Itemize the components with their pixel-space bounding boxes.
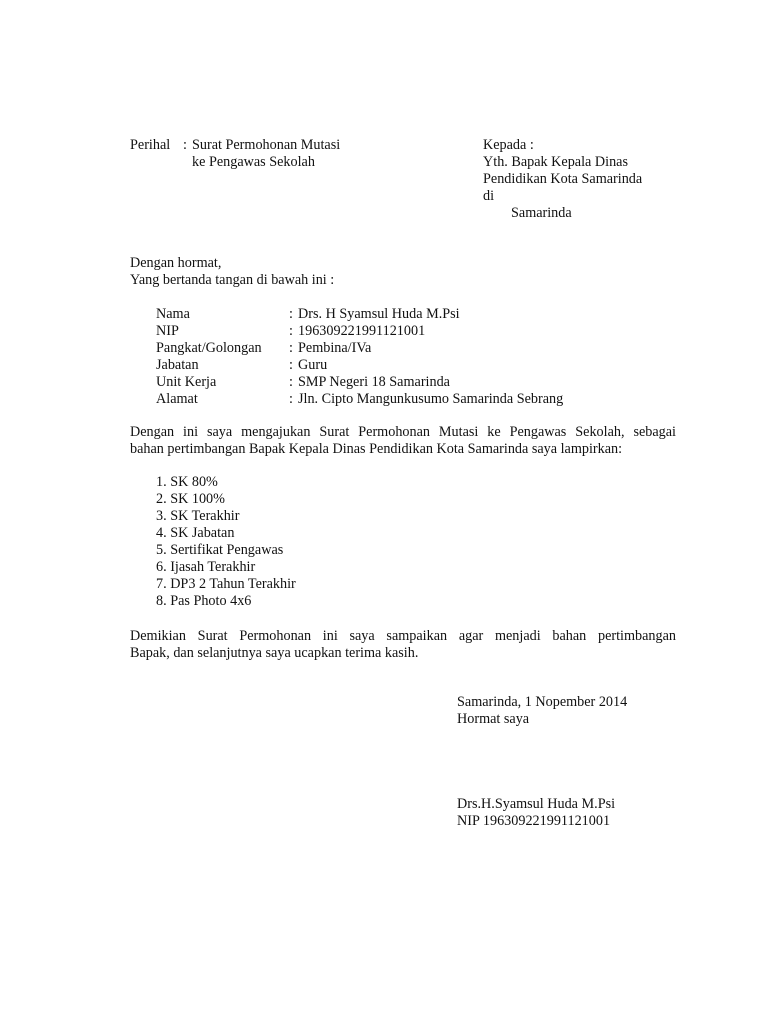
list-item: 7. DP3 2 Tahun Terakhir [156, 576, 296, 592]
regards: Hormat saya [457, 711, 530, 727]
salutation: Dengan hormat, [130, 255, 222, 271]
closing-paragraph [130, 628, 676, 662]
identity-colon: : [289, 357, 293, 373]
list-item: 1. SK 80% [156, 474, 218, 490]
identity-label: Alamat [156, 391, 198, 407]
closing-block [457, 694, 627, 728]
identity-colon: : [289, 323, 293, 339]
intro-line: Yang bertanda tangan di bawah ini : [130, 272, 335, 288]
identity-row [156, 306, 563, 323]
identity-value: Guru [298, 357, 328, 373]
list-item: 4. SK Jabatan [156, 525, 235, 541]
identity-label: Nama [156, 306, 190, 322]
identity-row [156, 340, 563, 357]
request-paragraph-line2: bahan pertimbangan Bapak Kepala Dinas Pendidikan Kota Samarinda saya lampirkan: [130, 441, 623, 457]
list-item: 8. Pas Photo 4x6 [156, 593, 252, 609]
perihal-colon: : [183, 137, 187, 153]
list-item: 3. SK Terakhir [156, 508, 240, 524]
identity-row [156, 374, 563, 391]
identity-row [156, 323, 563, 340]
list-item: 5. Sertifikat Pengawas [156, 542, 284, 558]
identity-label: Jabatan [156, 357, 199, 373]
identity-label: Pangkat/Golongan [156, 340, 262, 356]
closing-paragraph-line1: Demikian Surat Permohonan ini saya sampaikan agar menjadi bahan pertimbangan [130, 628, 676, 644]
recipient-line3: di [483, 188, 495, 204]
identity-colon: : [289, 340, 293, 356]
request-paragraph-line1: Dengan ini saya mengajukan Surat Permohonan Mutasi ke Pengawas Sekolah, sebagai [130, 424, 676, 440]
perihal-label: Perihal [130, 137, 171, 153]
list-item: 6. Ijasah Terakhir [156, 559, 256, 575]
recipient-block [483, 137, 642, 222]
identity-colon: : [289, 391, 293, 407]
identity-value: Pembina/IVa [298, 340, 372, 356]
identity-label: Unit Kerja [156, 374, 217, 390]
kepada-label: Kepada : [483, 137, 534, 153]
recipient-line2: Pendidikan Kota Samarinda [483, 171, 643, 187]
identity-row [156, 357, 563, 374]
identity-colon: : [289, 374, 293, 390]
greeting [130, 255, 334, 289]
recipient-city: Samarinda [511, 205, 572, 221]
identity-value: Jln. Cipto Mangunkusumo Samarinda Sebrang [298, 391, 564, 407]
identity-value: Drs. H Syamsul Huda M.Psi [298, 306, 460, 322]
signer-name: Drs.H.Syamsul Huda M.Psi [457, 796, 616, 812]
signer-nip: NIP 196309221991121001 [457, 813, 611, 829]
perihal-subject-line1: Surat Permohonan Mutasi [192, 137, 341, 153]
attachment-list [156, 474, 296, 610]
identity-label: NIP [156, 323, 179, 339]
recipient-line1: Yth. Bapak Kepala Dinas [483, 154, 628, 170]
place-date: Samarinda, 1 Nopember 2014 [457, 694, 628, 710]
identity-value: SMP Negeri 18 Samarinda [298, 374, 450, 390]
identity-table [156, 306, 563, 408]
identity-value: 196309221991121001 [298, 323, 426, 339]
list-item: 2. SK 100% [156, 491, 225, 507]
closing-paragraph-line2: Bapak, dan selanjutnya saya ucapkan terima kasih. [130, 645, 419, 661]
perihal-subject-line2: ke Pengawas Sekolah [192, 154, 315, 170]
identity-row [156, 391, 563, 408]
signer-block [457, 796, 615, 830]
identity-colon: : [289, 306, 293, 322]
